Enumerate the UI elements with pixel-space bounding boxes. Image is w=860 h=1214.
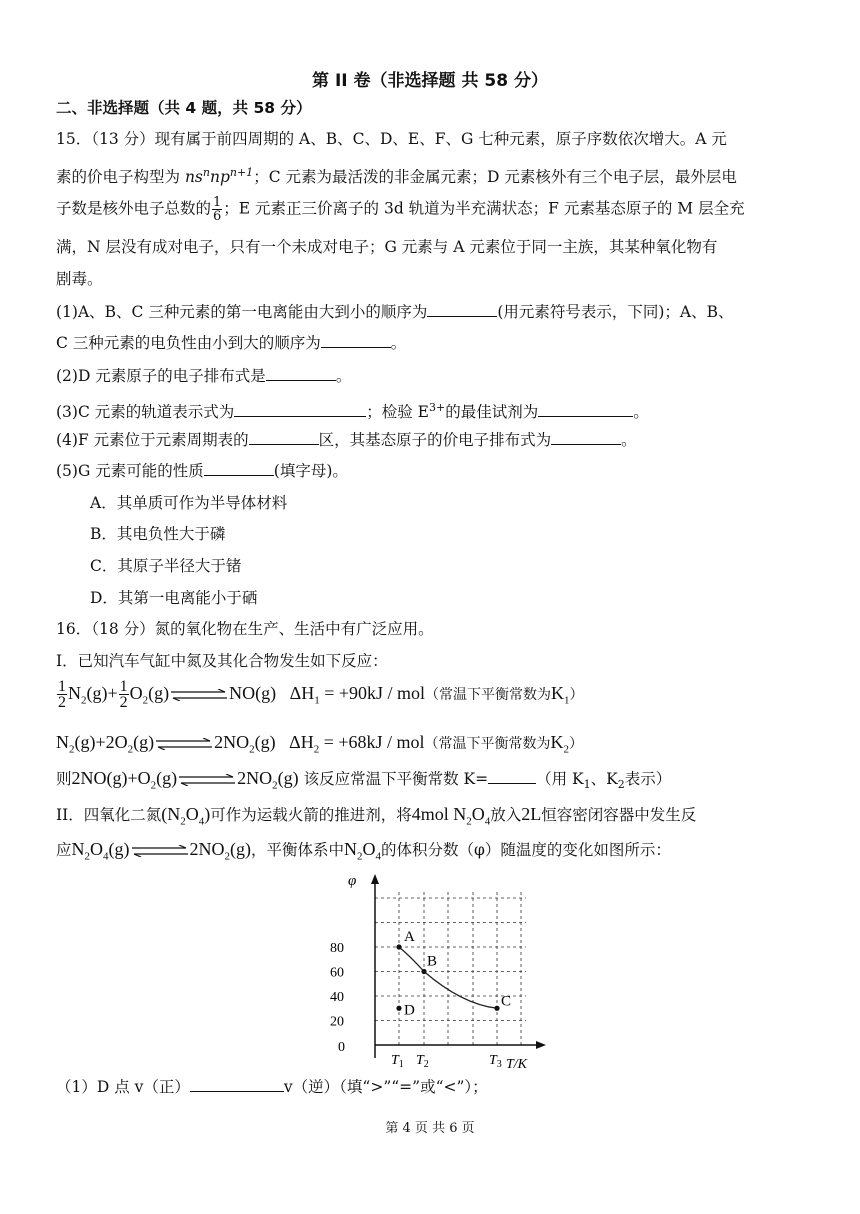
point-b <box>421 969 426 974</box>
q15-line1: 15．（13 分）现有属于前四周期的 A、B、C、D、E、F、G 七种元素，原子序数依次增大。A 元 <box>56 130 727 148</box>
option-c: C．其原子半径大于锗 <box>90 557 242 575</box>
equation-2: $N_2(g)+2O_2(g)$ $2NO_2(g)$ $\Delta H_2 = +68kJ / mol$（常温下平衡常数为$K_2$） <box>56 732 584 756</box>
option-a: A．其单质可作为半导体材料 <box>90 494 288 512</box>
x-tick-label: $T_3$ <box>489 1053 502 1070</box>
q16-sub1: （1）D 点 v（正） v（逆）（填“>”“=”或“<”）； <box>56 1078 488 1096</box>
point-label-d: D <box>404 1002 415 1019</box>
answer-blank[interactable] <box>204 461 274 476</box>
x-tick-label: $T_1$ <box>391 1053 404 1070</box>
q15-part5: (5)G 元素可能的性质 (填字母)。 <box>56 462 348 480</box>
answer-blank[interactable] <box>321 333 391 348</box>
answer-blank[interactable] <box>190 1077 284 1092</box>
q16-part-ii-line2: 应$N_2O_4(g)$ $2NO_2(g)$，平衡体系中$N_2O_4$的体积分数（φ）随温度的变化如图所示： <box>56 839 671 863</box>
q15-part1-line1: (1)A、B、C 三种元素的第一电离能由大到小的顺序为 (用元素符号表示，下同)；A、B、 <box>56 303 734 321</box>
point-label-b: B <box>427 953 438 970</box>
point-d <box>396 1006 401 1011</box>
chart-grid <box>375 892 526 1045</box>
option-b: B．其电负性大于磷 <box>90 525 226 543</box>
answer-blank[interactable] <box>427 302 497 317</box>
q15-line2: 素的价电子构型为 $ns^nnp^{n+1}$；C 元素为最活泼的非金属元素；D 元素核外有三个电子层，最外层电 <box>56 166 737 187</box>
answer-blank[interactable] <box>538 402 633 417</box>
phi-temperature-chart <box>318 870 558 1070</box>
y-tick-label: 60 <box>330 965 344 981</box>
x-axis-label: T/K <box>506 1057 528 1070</box>
equilibrium-arrow-icon <box>171 689 227 701</box>
point-label-a: A <box>404 929 415 945</box>
equilibrium-arrow-icon <box>132 845 188 857</box>
answer-blank[interactable] <box>551 430 621 445</box>
q15-part3: (3)C 元素的轨道表示式为 ；检验 $E^{3+}$的最佳试剂为 。 <box>56 401 649 422</box>
x-tick-label: $T_2$ <box>416 1053 429 1070</box>
x-axis-arrow-icon <box>536 1041 546 1049</box>
q16-part-ii-line1: II．四氧化二氮$(N_2O_4)$可作为运载火箭的推进剂，将4mol $N_2O_4$放入2L恒容密闭容器中发生反 <box>56 804 697 828</box>
q15-line3: 子数是核外电子总数的 $\frac{1}{6}$ ；E 元素正三价离子的 3d 轨道为半充满状态；F 元素基态原子的 M 层全充 <box>56 195 745 224</box>
y-tick-label: 0 <box>338 1040 345 1055</box>
q15-line5: 剧毒。 <box>56 270 103 288</box>
point-a <box>396 944 401 949</box>
equilibrium-arrow-icon <box>156 738 212 750</box>
q16-part-i: I．已知汽车气缸中氮及其化合物发生如下反应： <box>56 652 388 670</box>
y-tick-label: 80 <box>330 941 344 956</box>
q15-part1-line2: C 三种元素的电负性由小到大的顺序为 。 <box>56 334 407 352</box>
point-c <box>494 1006 499 1011</box>
point-label-c: C <box>501 993 512 1010</box>
option-d: D．其第一电离能小于硒 <box>90 589 258 607</box>
y-axis-label: φ <box>348 873 357 889</box>
answer-blank[interactable] <box>249 430 319 445</box>
q15-part4: (4)F 元素位于元素周期表的 区，其基态原子的价电子排布式为 。 <box>56 431 637 449</box>
y-axis-arrow-icon <box>371 874 379 884</box>
answer-blank[interactable] <box>488 769 536 784</box>
fraction-one-sixth: $\frac{1}{6}$ <box>213 195 222 224</box>
equation-3: 则$2NO(g)+O_2(g)$ $2NO_2(g)$ 该反应常温下平衡常数 K= （用 $K_1$、$K_2$表示） <box>56 768 672 792</box>
q15-part2: (2)D 元素原子的电子排布式是 。 <box>56 367 352 385</box>
section-heading: 二、非选择题（共 4 题，共 58 分） <box>56 99 312 117</box>
page-footer: 第 4 页 共 6 页 <box>385 1121 475 1136</box>
equation-1: $\frac{1}{2}$ $N_2(g)+$ $\frac{1}{2}$ $O_2(g)$ NO(g) $\Delta H_1 = +90kJ / mol$（常温下平衡常数为$K_1$） <box>58 678 584 712</box>
q15-line4: 满，N 层没有成对电子，只有一个未成对电子；G 元素与 A 元素位于同一主族，其某种氧化物有 <box>56 238 718 256</box>
equilibrium-arrow-icon <box>179 774 235 786</box>
q16-line1: 16．（18 分）氮的氧化物在生产、生活中有广泛应用。 <box>56 620 434 638</box>
y-tick-label: 20 <box>330 1014 344 1030</box>
answer-blank[interactable] <box>266 366 336 381</box>
section-title: 第 II 卷（非选择题 共 58 分） <box>312 71 548 91</box>
answer-blank[interactable] <box>234 402 366 417</box>
y-tick-label: 40 <box>330 990 344 1005</box>
